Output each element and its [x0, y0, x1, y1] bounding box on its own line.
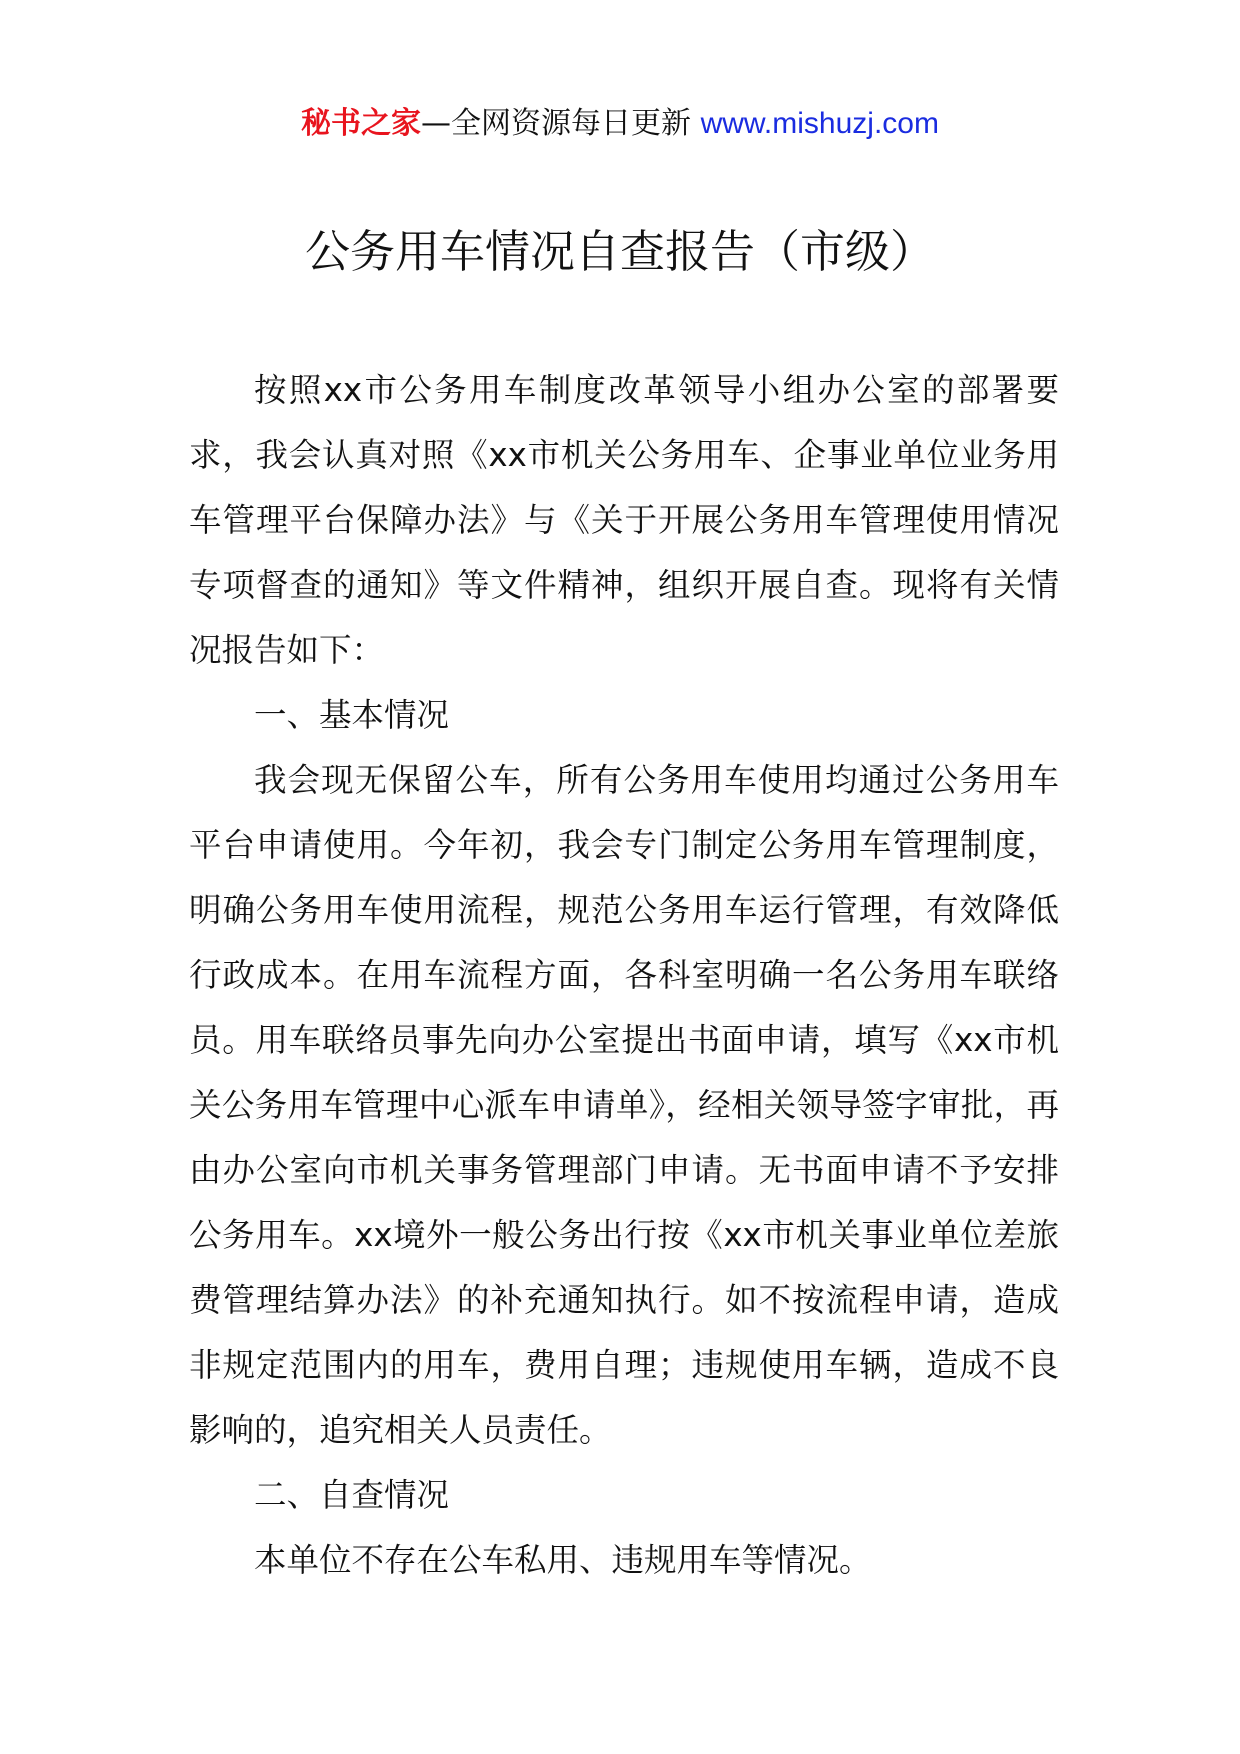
document-title: 公务用车情况自查报告（市级） [304, 225, 935, 278]
brand-name: 秘书之家 [301, 106, 422, 141]
section-heading-basic: 一、基本情况 [254, 696, 450, 734]
site-header [0, 104, 1240, 144]
section-heading-selfcheck: 二、自查情况 [254, 1476, 450, 1514]
section-body-selfcheck: 本单位不存在公车私用、违规用车等情况。 [254, 1541, 872, 1579]
site-url-link[interactable]: www.mishuzj.com [700, 107, 939, 140]
section-body-basic: 我会现无保留公车，所有公务用车使用均通过公务用车平台申请使用。今年初，我会专门制定公务用车管理制度，明确公务用车使用流程，规范公务用车运行管理，有效降低行政成本。在用车流程方面，各科室明确一名公务用车联络员。用车联络员事先向办公室提出书面申请，填写《xx市机关公务用车管理中心派车申请单》，经相关领导签字审批，再由办公室向市机关事务管理部门申请。无书面申请不予安排公务用车。xx境外一般公务出行按《xx市机关事业单位差旅费管理结算办法》的补充通知执行。如不按流程申请，造成非规定范围内的用车，费用自理；违规使用车辆，造成不良影响的，追究相关人员责任。 [189, 761, 1059, 1449]
header-tagline: —全网资源每日更新 [421, 106, 692, 141]
document-body [189, 358, 1059, 1593]
intro-paragraph: 按照xx市公务用车制度改革领导小组办公室的部署要求，我会认真对照《xx市机关公务用车、企事业单位业务用车管理平台保障办法》与《关于开展公务用车管理使用情况专项督查的通知》等文件精神，组织开展自查。现将有关情况报告如下： [189, 371, 1059, 669]
